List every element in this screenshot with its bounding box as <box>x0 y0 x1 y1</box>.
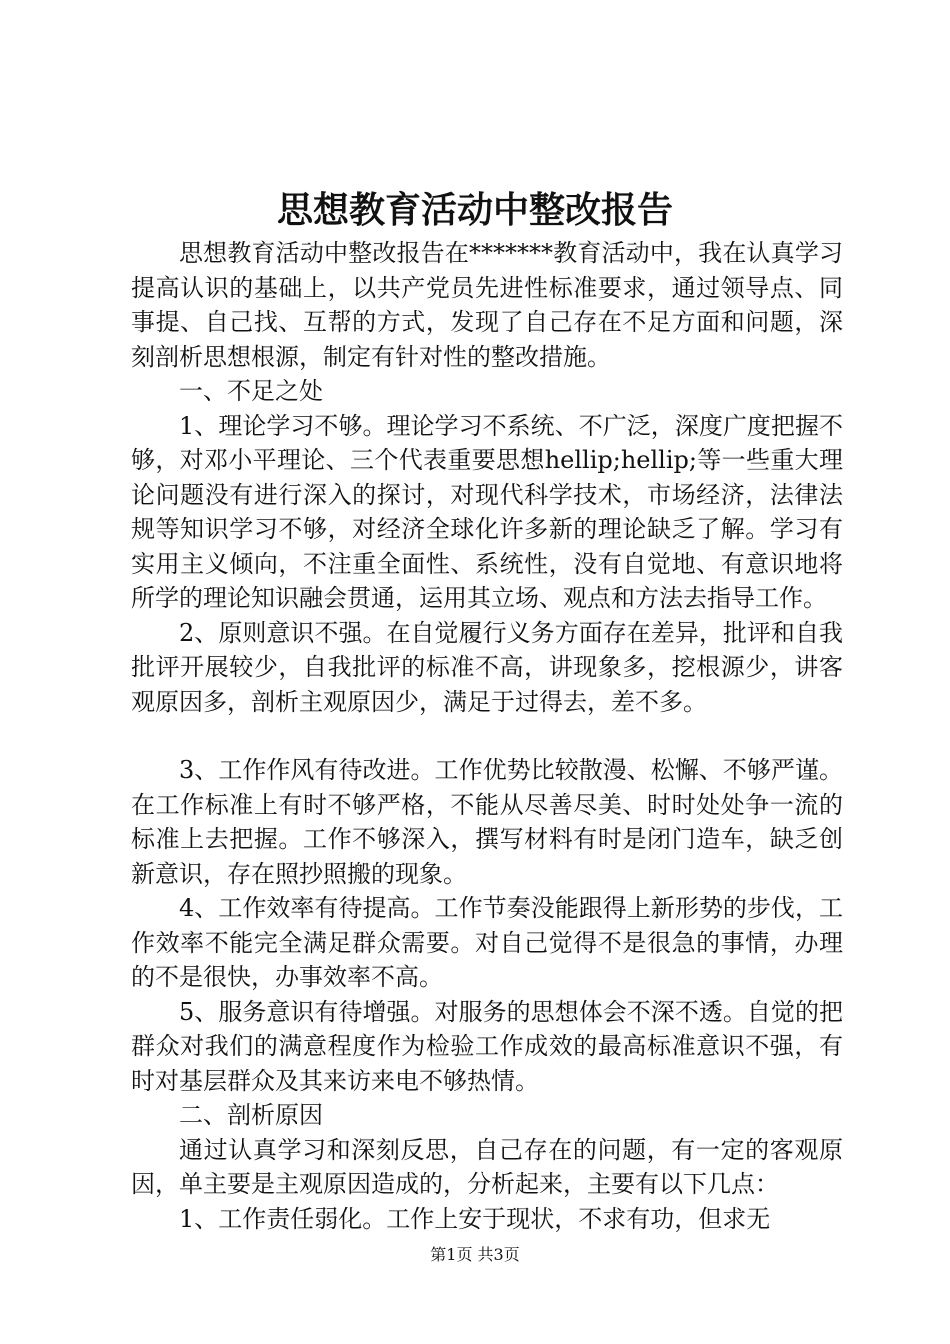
paragraph-point-1: 1、理论学习不够。理论学习不系统、不广泛，深度广度把握不够，对邓小平理论、三个代表重要思想hellip;hellip;等一些重大理论问题没有进行深入的探讨，对现代科学技术，市场经济，法律法规等知识学习不够，对经济全球化许多新的理论缺乏了解。学习有实用主义倾向，不注重全面性、系统性，没有自觉地、有意识地将所学的理论知识融会贯通，运用其立场、观点和方法去指导工作。 <box>131 411 843 612</box>
paragraph-cause-1: 1、工作责任弱化。工作上安于现状，不求有功，但求无 <box>179 1204 771 1233</box>
paragraph-point-3: 3、工作作风有待改进。工作优势比较散漫、松懈、不够严谨。在工作标准上有时不够严格，不能从尽善尽美、时时处处争一流的标准上去把握。工作不够深入，撰写材料有时是闭门造车，缺乏创新意识，存在照抄照搬的现象。 <box>131 756 843 888</box>
document-title: 思想教育活动中整改报告 <box>276 189 673 231</box>
section-heading-causes: 二、剖析原因 <box>179 1101 323 1129</box>
section-heading-shortcomings: 一、不足之处 <box>179 377 323 405</box>
page-footer: 第1页 共3页 <box>430 1245 520 1264</box>
paragraph-intro: 思想教育活动中整改报告在*******教育活动中，我在认真学习提高认识的基础上，以共产党员先进性标准要求，通过领导点、同事提、自己找、互帮的方式，发现了自己存在不足方面和问题，深刻剖析思想根源，制定有针对性的整改措施。 <box>131 239 843 371</box>
paragraph-point-4: 4、工作效率有待提高。工作节奏没能跟得上新形势的步伐，工作效率不能完全满足群众需要。对自己觉得不是很急的事情，办理的不是很快，办事效率不高。 <box>131 894 843 991</box>
document-body <box>131 236 843 1236</box>
paragraph-causes-intro: 通过认真学习和深刻反思，自己存在的问题，有一定的客观原因，单主要是主观原因造成的，分析起来，主要有以下几点： <box>131 1135 843 1198</box>
paragraph-point-2: 2、原则意识不强。在自觉履行义务方面存在差异，批评和自我批评开展较少，自我批评的标准不高，讲现象多，挖根源少，讲客观原因多，剖析主观原因少，满足于过得去，差不多。 <box>131 618 843 716</box>
paragraph-point-5: 5、服务意识有待增强。对服务的思想体会不深不透。自觉的把群众对我们的满意程度作为检验工作成效的最高标准意识不强，有时对基层群众及其来访来电不够热情。 <box>131 997 843 1095</box>
